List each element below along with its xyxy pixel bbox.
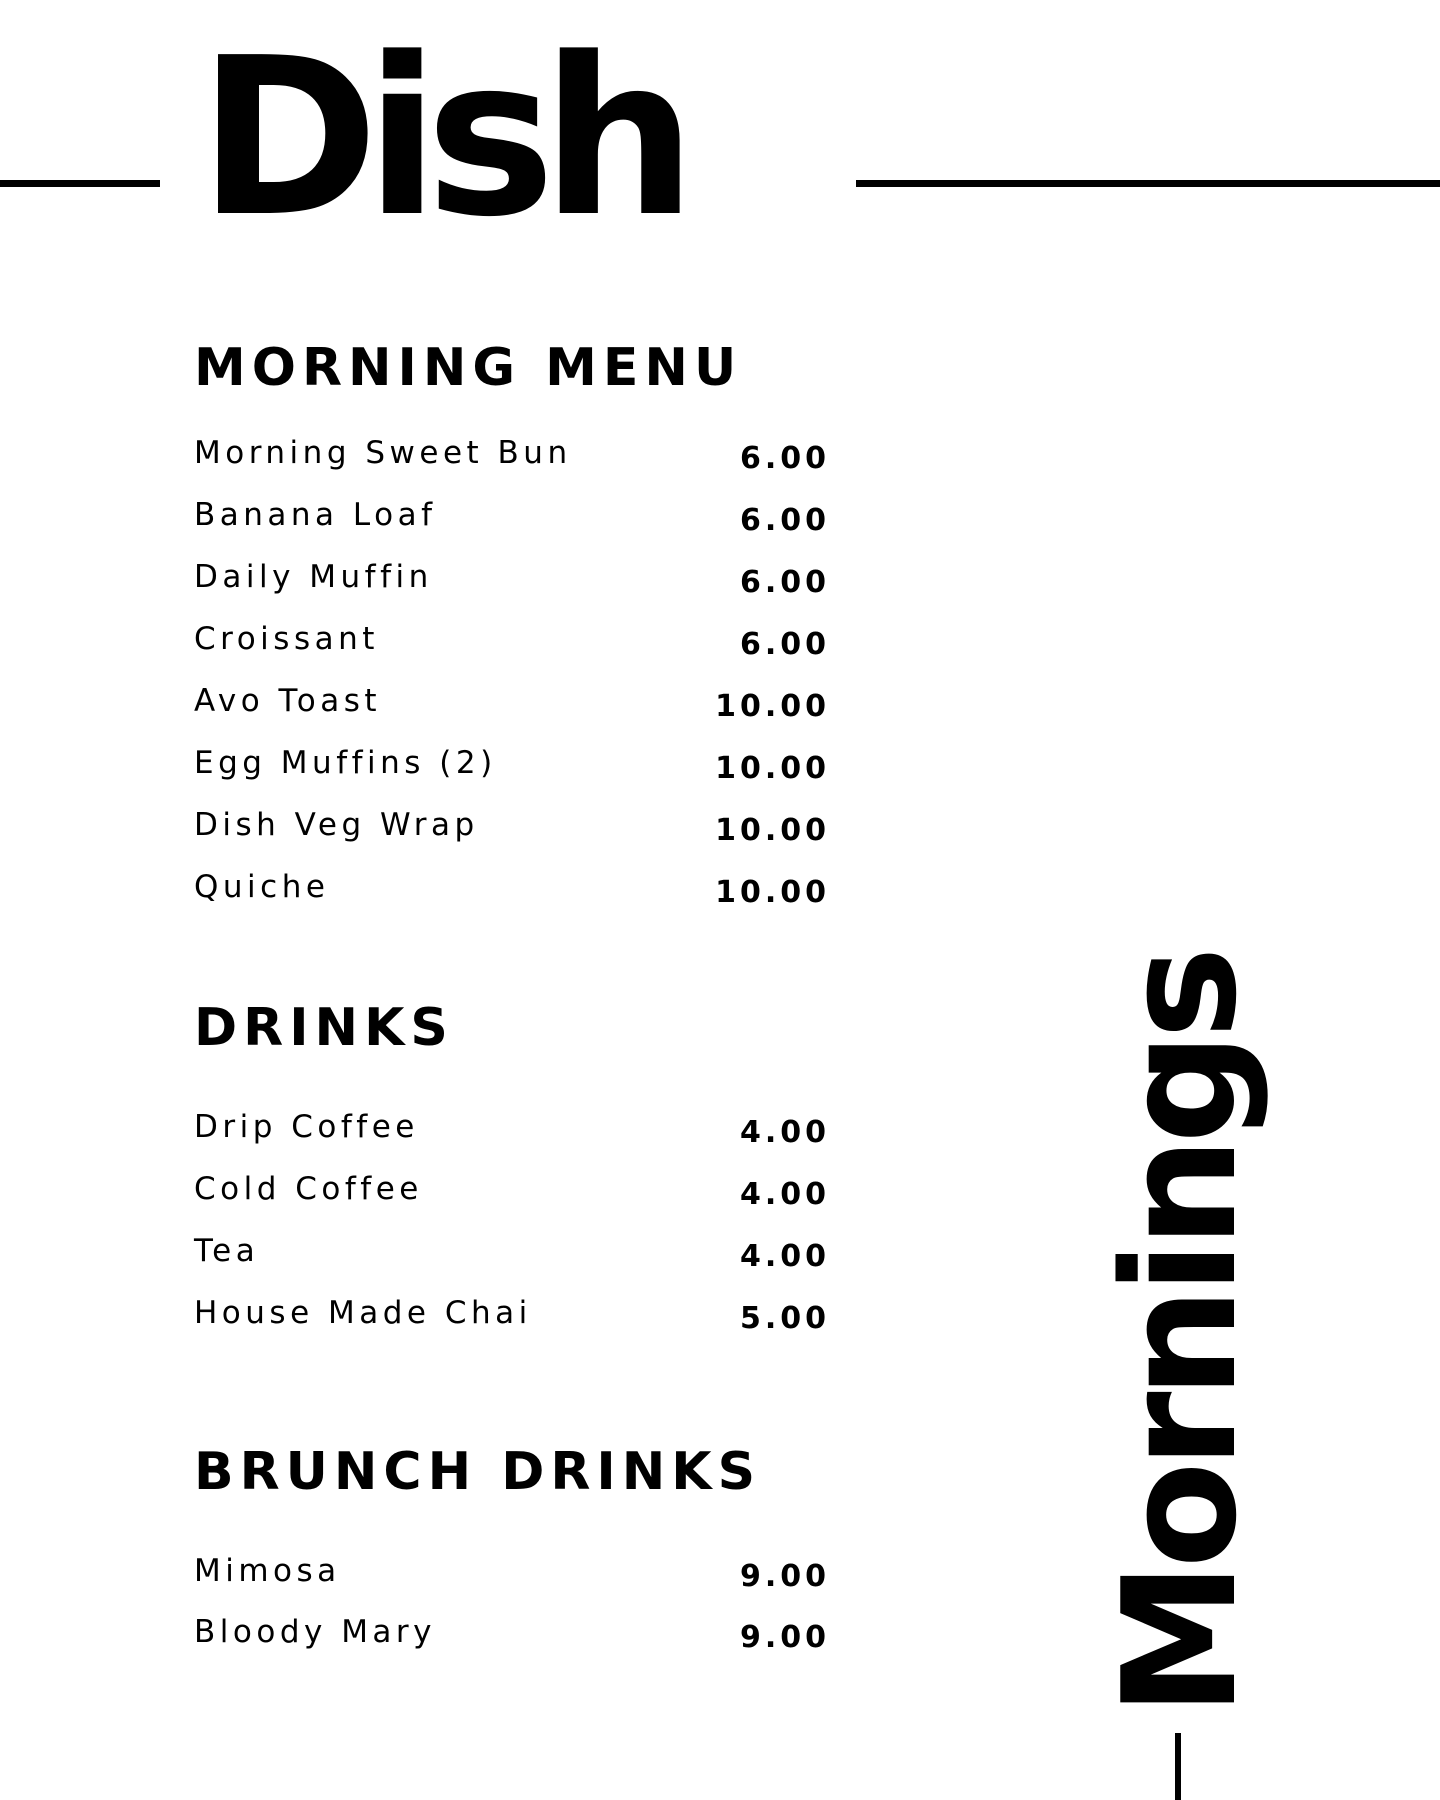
menu-item-name: Drip Coffee xyxy=(194,1109,419,1145)
menu-item-name: House Made Chai xyxy=(194,1295,532,1331)
menu-item-name: Bloody Mary xyxy=(194,1614,437,1650)
section-title-drinks: DRINKS xyxy=(194,998,454,1058)
brand-title: Dish xyxy=(198,12,683,265)
menu-item-price: 5.00 xyxy=(739,1301,830,1336)
side-label-mornings: Mornings xyxy=(1089,953,1271,1717)
menu-item xyxy=(194,683,830,748)
menu-item-price: 10.00 xyxy=(715,813,830,848)
menu-item-price: 6.00 xyxy=(739,441,830,476)
menu-item xyxy=(194,621,830,686)
menu-item-name: Croissant xyxy=(194,621,379,657)
menu-item-name: Avo Toast xyxy=(194,683,381,719)
menu-item-name: Dish Veg Wrap xyxy=(194,807,479,843)
menu-item-price: 10.00 xyxy=(715,751,830,786)
menu-item xyxy=(194,1614,830,1678)
menu-item xyxy=(194,497,830,562)
menu-item xyxy=(194,807,830,872)
header-rule-right xyxy=(856,180,1440,187)
brunch-drinks-menu-list xyxy=(194,1553,830,1678)
menu-item xyxy=(194,1109,830,1174)
menu-item xyxy=(194,559,830,624)
menu-item-name: Egg Muffins (2) xyxy=(194,745,497,781)
drinks-section xyxy=(194,998,830,1360)
menu-item xyxy=(194,1233,830,1298)
morning-menu-section xyxy=(194,338,830,934)
brunch-drinks-section xyxy=(194,1442,830,1678)
menu-item-price: 9.00 xyxy=(739,1620,830,1655)
menu-item-price: 4.00 xyxy=(739,1177,830,1212)
menu-item-price: 6.00 xyxy=(739,627,830,662)
menu-item xyxy=(194,1295,830,1360)
menu-item-price: 6.00 xyxy=(739,503,830,538)
menu-item-price: 4.00 xyxy=(739,1239,830,1274)
menu-item-name: Mimosa xyxy=(194,1553,341,1589)
drinks-menu-list xyxy=(194,1109,830,1360)
section-title-morning: MORNING MENU xyxy=(194,338,743,398)
menu-item-name: Banana Loaf xyxy=(194,497,437,533)
menu-item-price: 10.00 xyxy=(715,875,830,910)
menu-item-name: Tea xyxy=(194,1233,260,1269)
menu-item xyxy=(194,745,830,810)
menu-item-name: Cold Coffee xyxy=(194,1171,423,1207)
menu-item-price: 6.00 xyxy=(739,565,830,600)
menu-item xyxy=(194,435,830,500)
menu-item-name: Morning Sweet Bun xyxy=(194,435,572,471)
menu-item xyxy=(194,1553,830,1617)
menu-item-price: 10.00 xyxy=(715,689,830,724)
menu-item-name: Daily Muffin xyxy=(194,559,433,595)
section-title-brunch-drinks: BRUNCH DRINKS xyxy=(194,1442,762,1502)
menu-item xyxy=(194,1171,830,1236)
menu-item-price: 4.00 xyxy=(739,1115,830,1150)
menu-item-price: 9.00 xyxy=(739,1559,830,1594)
bottom-vertical-rule xyxy=(1175,1733,1181,1800)
morning-menu-list xyxy=(194,435,830,934)
header-rule-left xyxy=(0,180,160,187)
menu-item xyxy=(194,869,830,934)
menu-item-name: Quiche xyxy=(194,869,330,905)
